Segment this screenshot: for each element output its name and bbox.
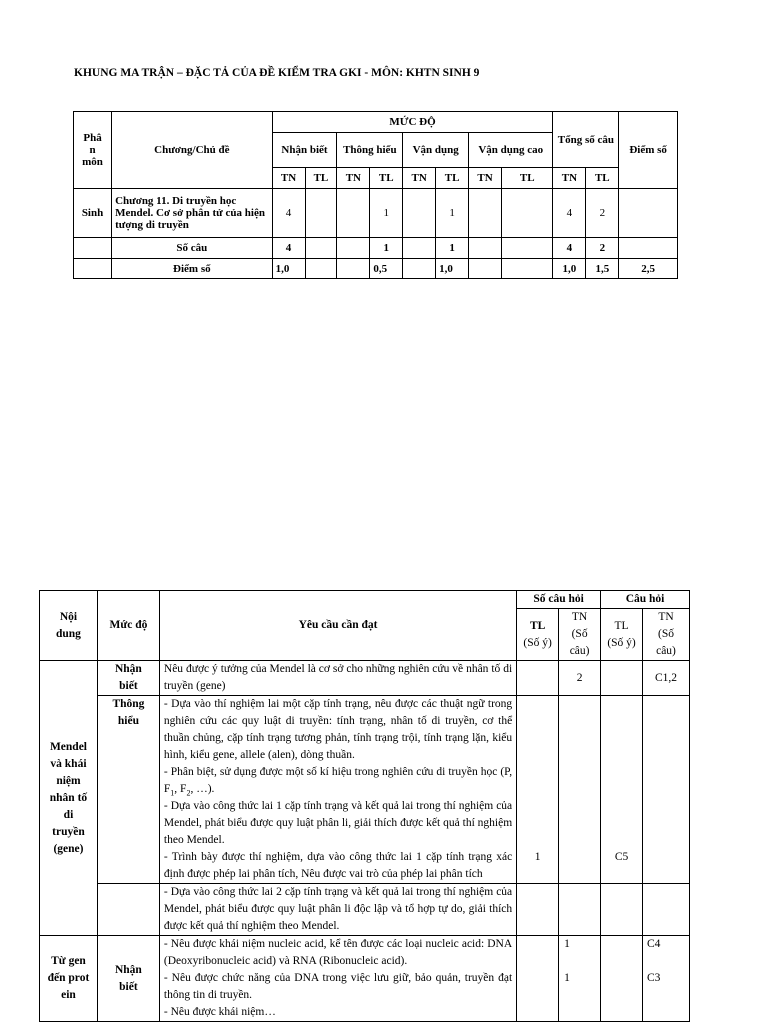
header-diem-so: Điểm số xyxy=(619,112,678,189)
header-muc-do: Mức độ xyxy=(97,591,159,661)
cell-th-tl: 0,5 xyxy=(370,259,403,279)
cell-tong-tl: 1,5 xyxy=(586,259,619,279)
requirement-text: - Nêu được khái niệm nucleic acid, kể tên được các loại nucleic acid: DNA (Deoxyribonucleic acid) và RNA (Ribonucleic acid). - Nêu được chức năng của DNA trong việc lưu giữ, bảo quản, truyền đạt thông tin di truyền. - Nêu được khái niệm… xyxy=(159,936,516,1022)
cell-th-tl: 1 xyxy=(370,238,403,259)
header-chuong: Chương/Chủ đề xyxy=(112,112,273,189)
cell-empty xyxy=(337,238,370,259)
header-so-cau-hoi: Số câu hỏi xyxy=(517,591,601,609)
matrix-table xyxy=(73,111,678,279)
cell-empty xyxy=(305,189,337,238)
header-tn-so-cau: TN (Số câu) xyxy=(559,609,601,661)
topic-mendel: Mendel và khái niệm nhân tố di truyền (gene) xyxy=(40,661,98,936)
header-tn: TN xyxy=(337,168,370,189)
cell-vd-tl: 1 xyxy=(436,238,469,259)
header-tn-so-cau: TN (Số câu) xyxy=(643,609,690,661)
table-row xyxy=(40,661,690,696)
cell-nb-tn: 4 xyxy=(272,189,305,238)
header-phan-mon: Phâ n môn xyxy=(74,112,112,189)
header-muc-do: MỨC ĐỘ xyxy=(272,112,553,133)
header-van-dung-cao: Vận dụng cao xyxy=(469,133,553,168)
cell-diem-label: Điểm số xyxy=(112,259,273,279)
cell-th-tl: 1 xyxy=(370,189,403,238)
cell-empty xyxy=(469,238,502,259)
cell-tn-count: 1 1 xyxy=(559,936,601,1022)
cell-empty xyxy=(502,259,553,279)
cell-tong-tn: 4 xyxy=(553,238,586,259)
header-tl: TL xyxy=(586,168,619,189)
cell-empty xyxy=(469,189,502,238)
header-tl-so-y: TL (Số ý) xyxy=(517,609,559,661)
cell-empty xyxy=(403,189,436,238)
cell-empty xyxy=(74,259,112,279)
cell-vd-tl: 1,0 xyxy=(436,259,469,279)
cell-tong-tn: 4 xyxy=(553,189,586,238)
cell-empty xyxy=(517,884,559,936)
header-tl-so-y: TL (Số ý) xyxy=(601,609,643,661)
cell-empty xyxy=(469,259,502,279)
cell-empty xyxy=(337,259,370,279)
cell-empty xyxy=(403,259,436,279)
header-thong-hieu: Thông hiểu xyxy=(337,133,403,168)
cell-empty xyxy=(517,936,559,1022)
cell-empty xyxy=(619,238,678,259)
table-row xyxy=(74,238,678,259)
header-tong-so-cau: Tổng số câu xyxy=(553,112,619,168)
cell-empty xyxy=(305,259,337,279)
cell-empty xyxy=(97,884,159,936)
cell-empty xyxy=(601,884,643,936)
header-van-dung: Vận dụng xyxy=(403,133,469,168)
level-nhan-biet: Nhận biết xyxy=(97,661,159,696)
cell-diem: 2,5 xyxy=(619,259,678,279)
header-tl: TL xyxy=(436,168,469,189)
cell-empty xyxy=(619,189,678,238)
header-noi-dung: Nội dung xyxy=(40,591,98,661)
header-yeu-cau: Yêu cầu cần đạt xyxy=(159,591,516,661)
cell-tn-count: 2 xyxy=(559,661,601,696)
header-tn: TN xyxy=(403,168,436,189)
cell-nb-tn: 4 xyxy=(272,238,305,259)
cell-empty xyxy=(502,189,553,238)
header-tl: TL xyxy=(370,168,403,189)
cell-vd-tl: 1 xyxy=(436,189,469,238)
cell-empty xyxy=(601,936,643,1022)
table-row xyxy=(40,936,690,1022)
table-row xyxy=(74,189,678,238)
header-tl: TL xyxy=(305,168,337,189)
topic-gen-protein: Từ gen đến prot ein xyxy=(40,936,98,1022)
cell-tl-question: C5 xyxy=(601,696,643,884)
header-tn: TN xyxy=(469,168,502,189)
cell-so-cau-label: Số câu xyxy=(112,238,273,259)
cell-empty xyxy=(559,884,601,936)
cell-tong-tl: 2 xyxy=(586,238,619,259)
header-nhan-biet: Nhận biết xyxy=(272,133,337,168)
requirement-text: - Dựa vào công thức lai 2 cặp tính trạng và kết quả lai trong thí nghiệm của Mendel, phát biểu được quy luật phân li độc lập và tổ hợp tự do, giải thích được kết quả thí nghiệm theo Mendel. xyxy=(159,884,516,936)
cell-empty xyxy=(517,661,559,696)
page-title: KHUNG MA TRẬN – ĐẶC TẢ CỦA ĐỀ KIỂM TRA GKI - MÔN: KHTN SINH 9 xyxy=(74,67,480,79)
cell-tl-count: 1 xyxy=(517,696,559,884)
spec-table xyxy=(39,590,690,1022)
cell-tn-question: C1,2 xyxy=(643,661,690,696)
cell-tong-tl: 2 xyxy=(586,189,619,238)
requirement-text: - Dựa vào thí nghiệm lai một cặp tính trạng, nêu được các thuật ngữ trong nghiên cứu các quy luật di truyền: tính trạng, nhân tố di truyền, cơ thể thuần chủng, cặp tính trạng tương phản, tính trạng trội, tính trạng lặn, kiểu hình, kiểu gene, allele (alen), dòng thuần. - Phân biệt, sử dụng được một số kí hiệu trong nghiên cứu di truyền học (P, $F_1$, $F_2$, …). - Dựa vào công thức lai 1 cặp tính trạng và kết quả lai trong thí nghiệm của Mendel, phát biểu được quy luật phân li, giải thích được kết quả thí nghiệm theo Mendel. - Trình bày được thí nghiệm, dựa vào công thức lai 1 cặp tính trạng xác định được phép lai phân tích, Nêu được vai trò của phép lai phân tích xyxy=(159,696,516,884)
cell-empty xyxy=(403,238,436,259)
cell-chuong: Chương 11. Di truyền học Mendel. Cơ sở phân tử của hiện tượng di truyền xyxy=(112,189,273,238)
cell-empty xyxy=(643,884,690,936)
level-thong-hieu: Thông hiểu xyxy=(97,696,159,884)
cell-empty xyxy=(643,696,690,884)
cell-mon: Sinh xyxy=(74,189,112,238)
cell-empty xyxy=(305,238,337,259)
cell-empty xyxy=(502,238,553,259)
table-row xyxy=(40,696,690,884)
header-tn: TN xyxy=(272,168,305,189)
level-nhan-biet: Nhận biết xyxy=(97,936,159,1022)
requirement-text: Nêu được ý tưởng của Mendel là cơ sở cho những nghiên cứu về nhân tố di truyền (gene) xyxy=(159,661,516,696)
cell-nb-tn: 1,0 xyxy=(272,259,305,279)
header-cau-hoi: Câu hỏi xyxy=(601,591,690,609)
cell-empty xyxy=(559,696,601,884)
header-tn: TN xyxy=(553,168,586,189)
table-row xyxy=(40,884,690,936)
cell-tong-tn: 1,0 xyxy=(553,259,586,279)
cell-empty xyxy=(601,661,643,696)
cell-empty xyxy=(337,189,370,238)
table-row xyxy=(74,259,678,279)
header-tl: TL xyxy=(502,168,553,189)
cell-tn-question: C4 C3 xyxy=(643,936,690,1022)
cell-empty xyxy=(74,238,112,259)
